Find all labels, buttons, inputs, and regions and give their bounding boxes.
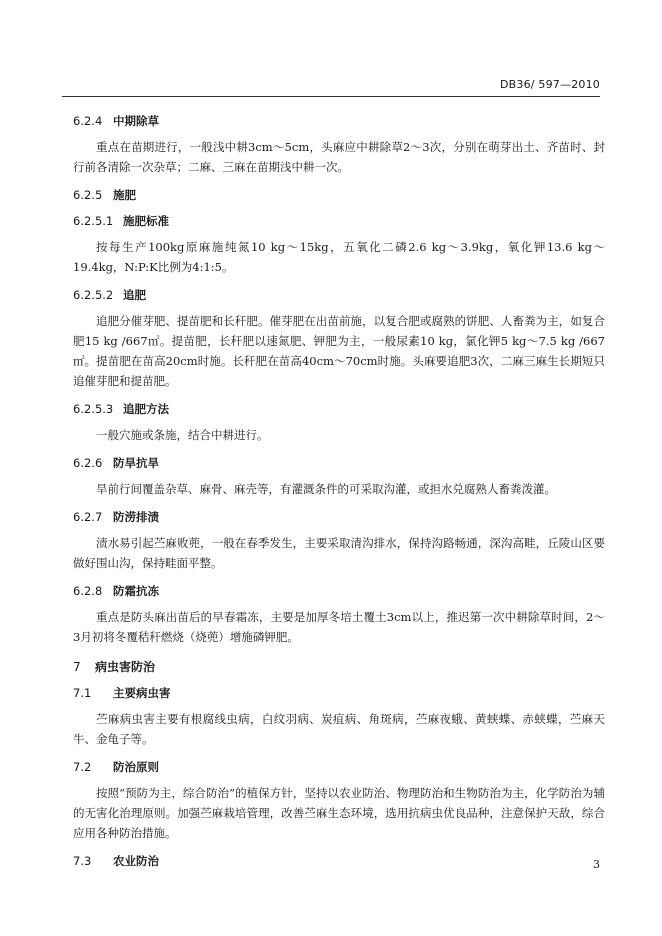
- section-title: 施肥: [113, 188, 136, 202]
- paragraph: 苎麻病虫害主要有根腐线虫病，白纹羽病、炭疽病、角斑病，苎麻夜蛾、黄蛱蝶、赤蛱蝶，苎麻天牛、金龟子等。: [73, 712, 605, 746]
- page-number: 3: [593, 858, 600, 871]
- section-title: 中期除草: [113, 114, 159, 128]
- document-body: [73, 111, 605, 877]
- section-heading: [73, 581, 605, 601]
- section-heading: [73, 185, 605, 205]
- section-number: 6.2.4: [73, 114, 103, 128]
- section-number: 7.1: [73, 686, 92, 700]
- paragraph: 重点是防头麻出苗后的早春霜冻，主要是加厚冬培土覆土3cm以上，推迟第一次中耕除草时间，2～3月初将冬覆秸秆燃烧（烧蔸）增施磷钾肥。: [73, 610, 605, 644]
- section-title: 防治原则: [113, 760, 159, 774]
- section-number: 7: [73, 660, 81, 674]
- paragraph: 一般穴施或条施，结合中耕进行。: [96, 428, 269, 442]
- section-number: 6.2.5.2: [73, 288, 114, 302]
- section-title: 防霜抗冻: [113, 584, 159, 598]
- section-number: 7.2: [73, 760, 92, 774]
- document-code: DB36/ 597—2010: [499, 78, 600, 91]
- section-heading: [73, 851, 605, 871]
- section-heading: [73, 453, 605, 473]
- section-number: 6.2.5.1: [73, 214, 114, 228]
- section-title: 防涝排渍: [113, 510, 159, 524]
- paragraph: 按每生产100kg原麻施纯氮10 kg～15kg，五氧化二磷2.6 kg～3.9kg，氧化钾13.6 kg～19.4kg，N:P:K比例为4:1:5。: [73, 240, 605, 274]
- paragraph: 旱前行间覆盖杂草、麻骨、麻壳等，有灌溉条件的可采取沟灌，或担水兑腐熟人畜粪泼灌。: [96, 482, 556, 496]
- section-heading: [73, 683, 605, 703]
- section-title: 病虫害防治: [95, 660, 156, 674]
- subsection-heading: [73, 211, 605, 231]
- section-number: 7.3: [73, 854, 92, 868]
- section-number: 6.2.5: [73, 188, 103, 202]
- paragraph: 重点在苗期进行，一般浅中耕3cm～5cm，头麻应中耕除草2～3次，分别在萌芽出土、齐苗时、封行前各清除一次杂草；二麻、三麻在苗期浅中耕一次。: [73, 140, 605, 174]
- section-title: 农业防治: [113, 854, 159, 868]
- section-number: 6.2.8: [73, 584, 103, 598]
- section-number: 6.2.7: [73, 510, 103, 524]
- section-heading: [73, 111, 605, 131]
- section-title: 施肥标准: [123, 214, 169, 228]
- section-title: 追肥方法: [123, 402, 169, 416]
- section-heading: [73, 757, 605, 777]
- header-divider: [62, 96, 600, 97]
- section-title: 追肥: [123, 288, 146, 302]
- paragraph: 按照“预防为主，综合防治”的植保方针，坚持以农业防治、物理防治和生物防治为主，化学防治为辅的无害化治理原则。加强苎麻栽培管理，改善苎麻生态环境，选用抗病虫优良品种，注意保护天敌，综合应用各种防治措施。: [73, 786, 605, 840]
- paragraph: 追肥分催芽肥、提苗肥和长秆肥。催芽肥在出苗前施，以复合肥或腐熟的饼肥、人畜粪为主，如复合肥15 kg /667㎡。提苗肥，长秆肥以速氮肥、钾肥为主，一般尿素10 kg，氯化钾5 kg～7.5 kg /667㎡。提苗肥在苗高20cm时施。长秆肥在苗高40cm～70cm时施。头麻要追肥3次，二麻三麻生长期短只追催芽肥和提苗肥。: [73, 314, 605, 388]
- section-heading: [73, 507, 605, 527]
- subsection-heading: [73, 399, 605, 419]
- section-number: 6.2.6: [73, 456, 103, 470]
- chapter-heading: [73, 657, 605, 677]
- subsection-heading: [73, 285, 605, 305]
- section-title: 主要病虫害: [113, 686, 171, 700]
- section-title: 防旱抗旱: [113, 456, 159, 470]
- paragraph: 渍水易引起苎麻败蔸，一般在春季发生，主要采取清沟排水，保持沟路畅通，深沟高畦，丘陵山区要做好围山沟，保持畦面平整。: [73, 536, 605, 570]
- section-number: 6.2.5.3: [73, 402, 114, 416]
